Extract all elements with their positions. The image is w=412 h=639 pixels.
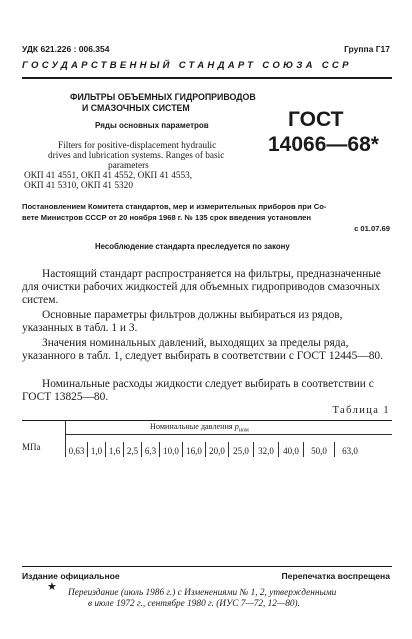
table-caption: Таблица 1: [332, 405, 390, 416]
paragraph-pressure-values: Значения номинальных давлений, выходящих за пределы ряда, указанного в табл. 1, следует выбирать в соответствии с ГОСТ 12445—80.: [22, 337, 383, 363]
table-column-header: [150, 422, 249, 434]
table-value-cell: 63,0: [342, 446, 358, 456]
table-value-cell: 20,0: [209, 446, 225, 456]
table-header-symbol: p: [234, 422, 239, 431]
table-value-cell: 32,0: [258, 446, 274, 456]
gost-label: ГОСТ: [288, 108, 344, 131]
decree-line-3: с 01.07.69: [354, 224, 390, 233]
table-header-label: Номинальные давления: [150, 422, 233, 431]
footnote-star: ★: [47, 581, 57, 593]
title-line-1: ФИЛЬТРЫ ОБЪЕМНЫХ ГИДРОПРИВОДОВ: [70, 92, 256, 102]
paragraph-main-parameters: Основные параметры фильтров должны выбираться из рядов, указанных в табл. 1 и 3.: [22, 309, 343, 335]
table-value-cell: 40,0: [283, 446, 299, 456]
table-value-cell: 25,0: [233, 446, 249, 456]
gost-number: 14066—68*: [268, 133, 379, 156]
table-header-rule: [65, 434, 392, 435]
official-edition-label: Издание официальное: [22, 571, 120, 581]
table-value-cell: 0,63: [68, 446, 85, 456]
reprint-prohibited-label: Перепечатка воспрещена: [281, 571, 390, 581]
table-value-row: [66, 442, 365, 457]
table-value-cell: 2,5: [126, 446, 139, 456]
paragraph-flow-rates: Номинальные расходы жидкости следует выбирать в соответствии с ГОСТ 13825—80.: [22, 378, 374, 404]
footer-rule: [22, 566, 392, 567]
table-value-cell: 1,0: [90, 446, 103, 456]
table-value-cell: 10,0: [163, 446, 179, 456]
table-unit-cell: МПа: [22, 442, 41, 452]
english-title-line-1: Filters for positive-displacement hydraulic: [58, 141, 217, 151]
decree-line-2: вете Министров СССР от 20 ноября 1968 г. № 135 срок введения установлен: [22, 213, 311, 222]
header-rule: [22, 77, 392, 79]
state-standard-line: ГОСУДАРСТВЕННЫЙ СТАНДАРТ СОЮЗА ССР: [22, 60, 352, 71]
title-subtitle: Ряды основных параметров: [95, 121, 209, 130]
table-value-cell: 50,0: [311, 446, 327, 456]
okp-codes-line-1: ОКП 41 4551, ОКП 41 4552, ОКП 41 4553,: [24, 171, 193, 181]
reissue-note-line-1: Переиздание (июль 1986 г.) с Изменениями № 1, 2, утвержденными: [68, 588, 337, 598]
paragraph-scope: Настоящий стандарт распространяется на фильтры, предназначенные для очистки рабочих жидкостей для объемных гидроприводов смазочных систем.: [22, 268, 381, 307]
group-code: Группа Г17: [344, 44, 390, 54]
table-value-cell: 1,6: [108, 446, 121, 456]
table-value-cell: 6,3: [144, 446, 157, 456]
table-header-subscript: ном: [238, 427, 249, 434]
reissue-note-line-2: в июле 1972 г., сентябре 1980 г. (ИУС 7—72, 12—80).: [88, 599, 300, 609]
decree-line-1: Постановлением Комитета стандартов, мер и измерительных приборов при Со-: [22, 202, 327, 211]
law-warning: Несоблюдение стандарта преследуется по закону: [95, 242, 290, 251]
table-header-divider: [65, 421, 66, 435]
english-title-line-3: parameters: [108, 161, 149, 171]
udk-code: УДК 621.226 : 006.354: [22, 44, 110, 54]
table-value-cell: 16,0: [186, 446, 202, 456]
okp-codes-line-2: ОКП 41 5310, ОКП 41 5320: [24, 181, 133, 191]
english-title-line-2: drives and lubrication systems. Ranges of basic: [48, 151, 225, 161]
table-top-rule: [22, 420, 392, 421]
title-line-2: И СМАЗОЧНЫХ СИСТЕМ: [82, 103, 190, 113]
